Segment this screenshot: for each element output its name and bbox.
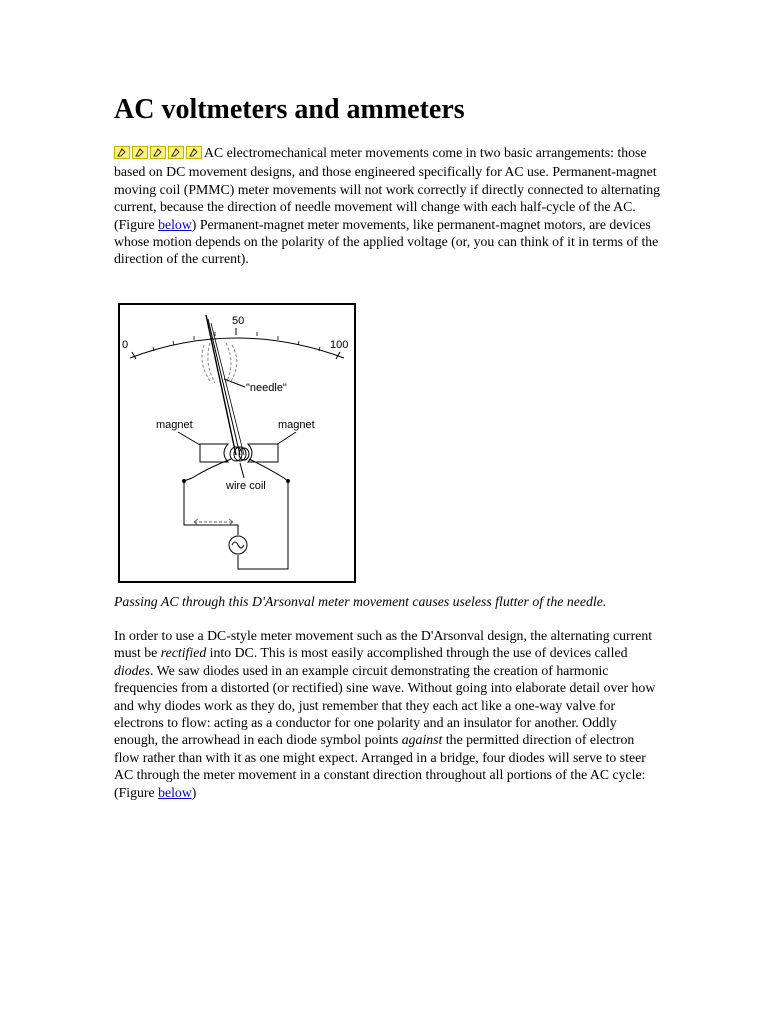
coil-label: wire coil (226, 480, 266, 492)
figure-caption: Passing AC through this D'Arsonval meter movement causes useless flutter of the needle. (114, 594, 607, 609)
scale-label-0: 0 (122, 339, 129, 351)
scale-label-50: 50 (232, 315, 245, 327)
emphasis-against: against (401, 732, 443, 748)
figure-link[interactable]: below (158, 784, 192, 800)
scale-label-100: 100 (330, 339, 349, 351)
intro-paragraph (114, 144, 662, 268)
emphasis-diodes: diodes (114, 662, 151, 678)
magnet-left (200, 444, 228, 462)
emphasis-rectified: rectified (160, 645, 207, 661)
rating-star-icon[interactable] (114, 146, 130, 159)
intro-text-a: AC electromechanical meter movements come in two basic arrangements: those based on DC movement designs, and those engineered specifically for AC use. Permanent-magnet moving coil (PMMC) meter movements will not work correctly if directly connected to alternating current, because the direction of needle movement will change with each half-cycle of the AC. (Figure (114, 145, 660, 232)
rating-star-icon[interactable] (150, 146, 166, 159)
body-paragraph (114, 627, 662, 801)
body-text-4: the permitted direction of electron flow rather than with it as one might expect. Arranged in a bridge, four diodes will serve to steer AC through the meter movement in a constant direction throughout all portions of the AC cycle: (Figure (114, 732, 646, 800)
figure-link[interactable]: below (158, 216, 192, 232)
page-title: AC voltmeters and ammeters (114, 94, 465, 125)
magnet-label-left: magnet (156, 419, 193, 431)
body-text-5: ) (191, 784, 197, 800)
intro-text-b: ) Permanent-magnet meter movements, like permanent-magnet motors, are devices whose motion depends on the polarity of the applied voltage (or, you can think of it in terms of the direction of the current). (114, 216, 659, 267)
needle-label: "needle" (246, 382, 287, 394)
magnet-right (248, 444, 278, 462)
body-text-2: into DC. This is most easily accomplished through the use of devices called (206, 645, 628, 661)
meter-movement-figure (118, 303, 356, 583)
body-text-1: In order to use a DC-style meter movement such as the D'Arsonval design, the alternating current must be (114, 628, 653, 661)
rating-star-icon[interactable] (132, 146, 148, 159)
rating-stars[interactable] (114, 146, 204, 163)
body-text-3: . We saw diodes used in an example circuit demonstrating the creation of harmonic frequencies from a distorted (or rectified) sine wave. Without going into elaborate detail over how and why diodes work as they do, just remember that they each act like a one-way valve for electrons to flow: acting as a conductor for one polarity and an insulator for another. Oddly enough, the arrowhead in each diode symbol points (114, 662, 656, 748)
rating-star-icon[interactable] (168, 146, 184, 159)
rating-star-icon[interactable] (186, 146, 202, 159)
magnet-label-right: magnet (278, 419, 315, 431)
